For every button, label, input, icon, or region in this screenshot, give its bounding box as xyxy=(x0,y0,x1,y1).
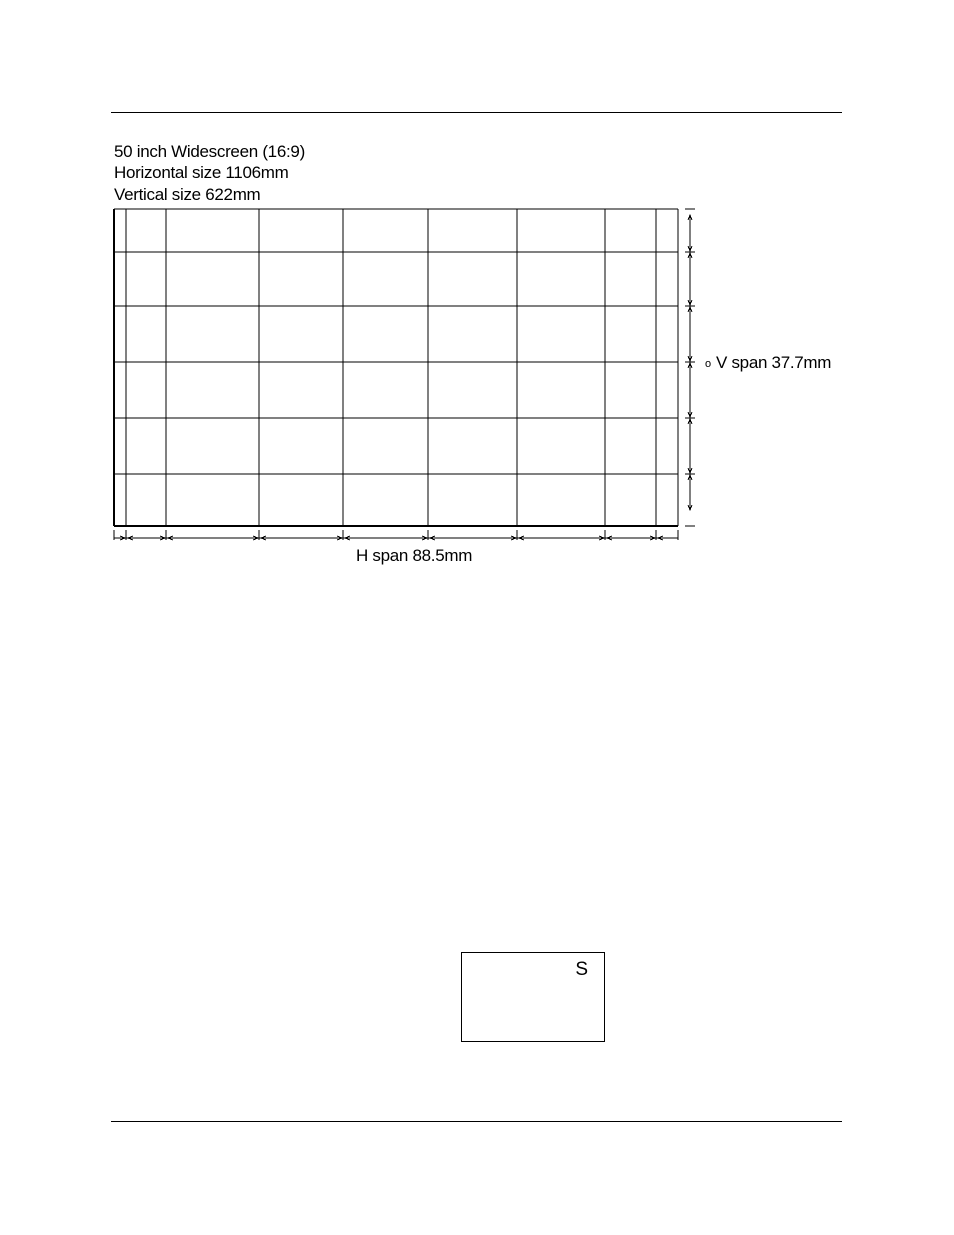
sample-box xyxy=(461,952,605,1042)
dimension-arrows xyxy=(114,209,695,540)
grid-lines xyxy=(114,209,678,526)
box-letter: S xyxy=(575,959,588,980)
title-screen-size: 50 inch Widescreen (16:9) xyxy=(114,142,305,161)
h-span-label: H span 88.5mm xyxy=(356,546,473,565)
v-span-label: V span 37.7mm xyxy=(716,353,832,372)
v-span-marker: o xyxy=(705,358,711,370)
crosshatch-grid-diagram xyxy=(0,0,954,600)
horizontal-size-label: Horizontal size 1106mm xyxy=(114,163,289,182)
bottom-rule xyxy=(111,1121,842,1122)
vertical-size-label: Vertical size 622mm xyxy=(114,185,261,204)
